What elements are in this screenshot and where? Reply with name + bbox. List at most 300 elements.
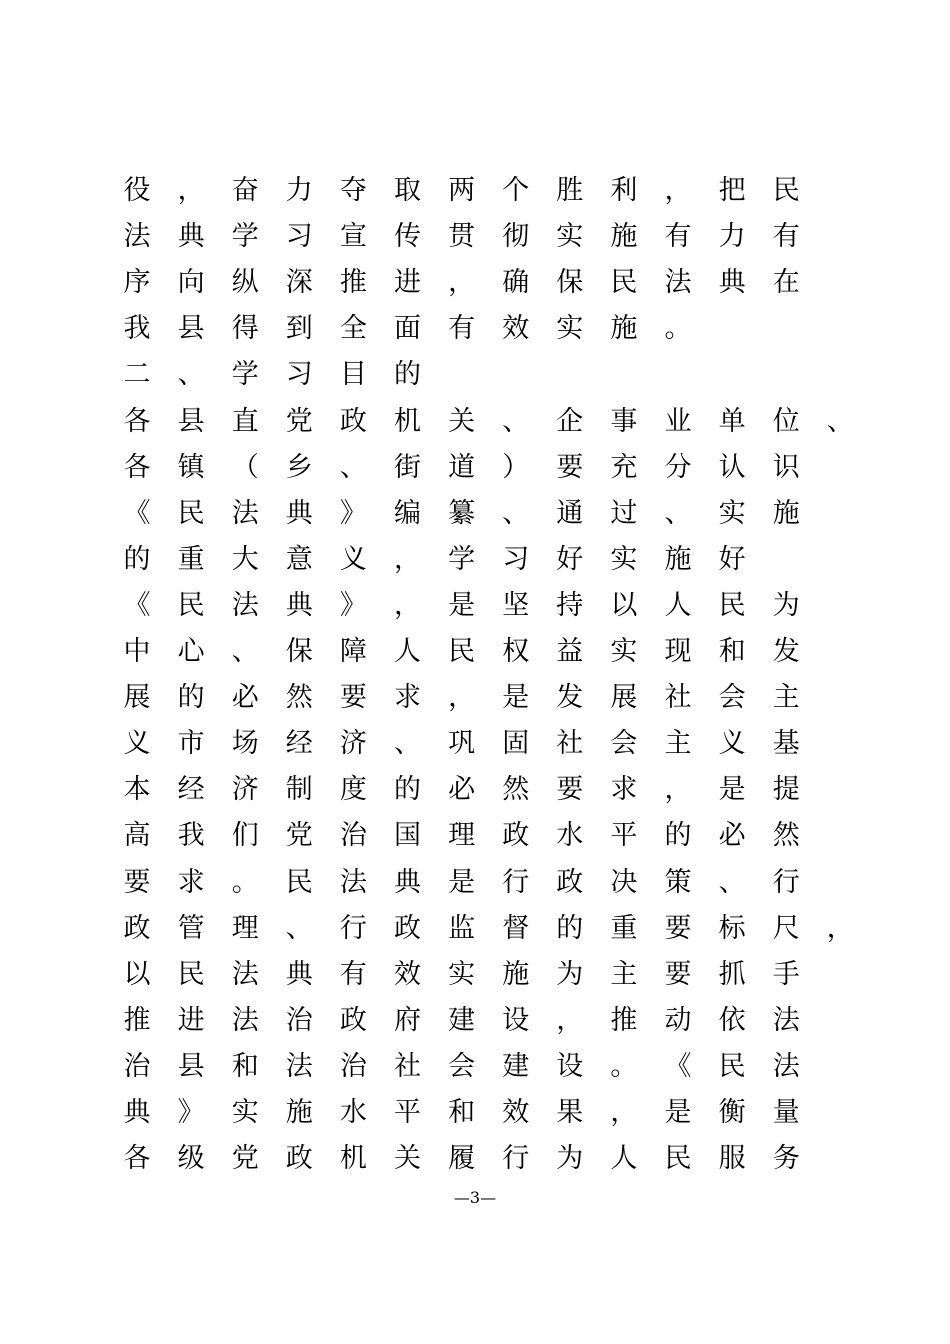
text-character: 全 <box>339 313 367 345</box>
text-line <box>0 583 950 629</box>
text-character: 要 <box>339 682 367 714</box>
text-character: 抓 <box>718 958 746 990</box>
text-character: 纵 <box>231 267 259 299</box>
text-character: 法 <box>231 589 259 621</box>
text-character: 然 <box>285 682 313 714</box>
text-character: 习 <box>285 221 313 253</box>
text-character: 施 <box>285 1097 313 1128</box>
text-line <box>0 306 950 352</box>
text-character: ， <box>448 267 476 299</box>
text-character: 动 <box>664 1004 692 1036</box>
text-character: 有 <box>772 221 800 253</box>
text-character: 企 <box>556 405 584 437</box>
text-character: 。 <box>231 866 259 898</box>
text-character: （ <box>231 451 259 483</box>
text-character: 水 <box>339 1097 367 1128</box>
text-character: 法 <box>231 1004 259 1036</box>
text-character: 实 <box>718 497 746 529</box>
text-character: 确 <box>502 267 530 299</box>
text-character: 和 <box>448 1097 476 1128</box>
text-character: 法 <box>339 866 367 898</box>
text-character: 胜 <box>556 175 584 206</box>
text-character: 政 <box>285 1143 313 1175</box>
text-line <box>0 399 950 445</box>
text-character: 然 <box>772 820 800 852</box>
text-character: ， <box>448 682 476 714</box>
text-character: 施 <box>772 497 800 529</box>
text-character: 力 <box>285 175 313 206</box>
text-character: 手 <box>772 958 800 990</box>
text-character: 民 <box>177 589 205 621</box>
text-character: 政 <box>123 912 151 944</box>
text-character: 是 <box>448 589 476 621</box>
text-character: 法 <box>772 1004 800 1036</box>
text-character: 。 <box>664 313 692 345</box>
text-character: 民 <box>448 636 476 667</box>
text-character: 政 <box>502 820 530 852</box>
text-character: 推 <box>123 1004 151 1036</box>
text-character: 机 <box>394 405 421 437</box>
text-character: 习 <box>502 543 530 575</box>
text-character: 有 <box>448 313 476 345</box>
text-character: 果 <box>556 1097 584 1128</box>
text-character: 个 <box>502 175 530 206</box>
text-character: 充 <box>610 451 638 483</box>
text-character: 求 <box>394 682 421 714</box>
text-character: 重 <box>177 543 205 575</box>
text-character: 典 <box>394 866 421 898</box>
text-character: 关 <box>394 1143 421 1175</box>
text-character: 和 <box>231 1050 259 1082</box>
text-character: 会 <box>718 682 746 714</box>
text-character: 法 <box>231 958 259 990</box>
text-character: 要 <box>556 451 584 483</box>
text-character: 》 <box>339 497 367 529</box>
text-character: 度 <box>339 774 367 806</box>
text-character: 平 <box>610 820 638 852</box>
text-character: 的 <box>123 543 151 575</box>
text-character: 《 <box>123 497 151 529</box>
text-character: 督 <box>502 912 530 944</box>
text-character: 为 <box>556 958 584 990</box>
text-character: 求 <box>177 866 205 898</box>
text-character: 展 <box>123 682 151 714</box>
text-character: 关 <box>448 405 476 437</box>
text-character: 级 <box>177 1143 205 1175</box>
text-character: 民 <box>772 175 800 206</box>
text-character: 要 <box>664 958 692 990</box>
text-character: 、 <box>339 451 367 483</box>
text-character: 监 <box>448 912 476 944</box>
text-character: 济 <box>231 774 259 806</box>
text-line <box>0 491 950 537</box>
text-character: 服 <box>718 1143 746 1175</box>
text-character: 县 <box>177 1050 205 1082</box>
text-character: 主 <box>610 958 638 990</box>
text-character: 济 <box>339 728 367 760</box>
text-character: 实 <box>610 636 638 667</box>
text-line <box>0 721 950 767</box>
text-character: 为 <box>772 589 800 621</box>
text-character: 、 <box>231 636 259 667</box>
text-character: 施 <box>610 221 638 253</box>
text-character: 量 <box>772 1097 800 1128</box>
text-character: 民 <box>718 1050 746 1082</box>
text-character: 党 <box>285 820 313 852</box>
text-character: ） <box>502 451 530 483</box>
text-character: 、 <box>826 405 854 437</box>
text-character: 理 <box>231 912 259 944</box>
text-character: 认 <box>718 451 746 483</box>
text-character: 力 <box>718 221 746 253</box>
text-character: 要 <box>556 774 584 806</box>
text-character: 学 <box>231 359 259 391</box>
text-character: 过 <box>610 497 638 529</box>
text-character: 管 <box>177 912 205 944</box>
text-character: 效 <box>502 1097 530 1128</box>
text-character: 乡 <box>285 451 313 483</box>
text-character: 典 <box>285 497 313 529</box>
text-character: 纂 <box>448 497 476 529</box>
text-character: 心 <box>177 636 205 667</box>
text-character: 主 <box>772 682 800 714</box>
text-character: 民 <box>664 1143 692 1175</box>
text-character: 法 <box>772 1050 800 1082</box>
text-character: 市 <box>177 728 205 760</box>
text-character: 单 <box>718 405 746 437</box>
text-character: 把 <box>718 175 746 206</box>
text-character: 在 <box>772 267 800 299</box>
text-character: 深 <box>285 267 313 299</box>
text-character: 施 <box>610 313 638 345</box>
text-character: 宣 <box>339 221 367 253</box>
text-character: 法 <box>285 1050 313 1082</box>
text-character: 场 <box>231 728 259 760</box>
text-character: 效 <box>394 958 421 990</box>
page-number: —3— <box>453 1188 497 1207</box>
text-character: 施 <box>502 958 530 990</box>
text-character: 、 <box>718 866 746 898</box>
text-character: 的 <box>394 359 421 391</box>
text-character: 设 <box>556 1050 584 1082</box>
text-character: 们 <box>231 820 259 852</box>
text-character: 人 <box>664 589 692 621</box>
text-character: 本 <box>123 774 151 806</box>
text-character: 展 <box>610 682 638 714</box>
text-character: 保 <box>556 267 584 299</box>
text-character: 民 <box>177 497 205 529</box>
text-character: 道 <box>448 451 476 483</box>
text-character: 向 <box>177 267 205 299</box>
text-character: 行 <box>339 912 367 944</box>
text-character: 典 <box>177 221 205 253</box>
text-character: 夺 <box>339 175 367 206</box>
text-character: 好 <box>556 543 584 575</box>
text-character: 典 <box>718 267 746 299</box>
text-character: 识 <box>772 451 800 483</box>
text-character: 贯 <box>448 221 476 253</box>
text-character: 理 <box>448 820 476 852</box>
text-character: 重 <box>610 912 638 944</box>
text-character: 固 <box>502 728 530 760</box>
text-character: 效 <box>502 313 530 345</box>
text-character: 、 <box>177 359 205 391</box>
text-line <box>0 260 950 306</box>
text-character: 以 <box>610 589 638 621</box>
text-character: 利 <box>610 175 638 206</box>
text-line <box>0 537 950 583</box>
text-character: 民 <box>177 958 205 990</box>
text-character: 面 <box>394 313 421 345</box>
text-character: 学 <box>448 543 476 575</box>
text-character: 履 <box>448 1143 476 1175</box>
text-character: 行 <box>502 866 530 898</box>
text-character: 法 <box>123 221 151 253</box>
text-character: 义 <box>339 543 367 575</box>
text-character: ， <box>610 1097 638 1128</box>
text-character: ， <box>394 589 421 621</box>
text-character: 政 <box>339 405 367 437</box>
text-character: 民 <box>718 589 746 621</box>
text-character: 得 <box>231 313 259 345</box>
text-character: 、 <box>502 497 530 529</box>
text-character: 实 <box>448 958 476 990</box>
text-character: 标 <box>718 912 746 944</box>
text-character: 民 <box>610 267 638 299</box>
text-line <box>0 675 950 721</box>
text-character: 传 <box>394 221 421 253</box>
text-character: 经 <box>177 774 205 806</box>
text-character: 进 <box>394 267 421 299</box>
text-line <box>0 813 950 859</box>
text-character: 会 <box>610 728 638 760</box>
text-character: 平 <box>394 1097 421 1128</box>
text-character: 权 <box>502 636 530 667</box>
text-character: 尺 <box>772 912 800 944</box>
text-line <box>0 1136 950 1182</box>
text-character: 治 <box>339 1050 367 1082</box>
text-line <box>0 767 950 813</box>
text-line <box>0 998 950 1044</box>
text-character: 《 <box>664 1050 692 1082</box>
text-character: 是 <box>664 1097 692 1128</box>
text-character: 是 <box>448 866 476 898</box>
text-character: 建 <box>448 1004 476 1036</box>
text-character: ， <box>177 175 205 206</box>
text-character: 实 <box>556 313 584 345</box>
text-character: 保 <box>285 636 313 667</box>
text-character: 役 <box>123 175 151 206</box>
text-character: 决 <box>610 866 638 898</box>
text-line <box>0 352 950 398</box>
text-character: 推 <box>610 1004 638 1036</box>
text-character: 意 <box>285 543 313 575</box>
text-character: 两 <box>448 175 476 206</box>
text-character: ， <box>826 912 854 944</box>
text-character: 好 <box>718 543 746 575</box>
text-character: 法 <box>664 267 692 299</box>
text-character: 、 <box>664 497 692 529</box>
text-character: 民 <box>285 866 313 898</box>
text-character: 社 <box>394 1050 421 1082</box>
text-character: 是 <box>718 774 746 806</box>
text-character: 镇 <box>177 451 205 483</box>
text-character: 人 <box>610 1143 638 1175</box>
text-character: 、 <box>394 728 421 760</box>
text-character: 依 <box>718 1004 746 1036</box>
text-character: 二 <box>123 359 151 391</box>
text-character: 为 <box>556 1143 584 1175</box>
text-line <box>0 214 950 260</box>
text-character: 各 <box>123 451 151 483</box>
text-character: ， <box>664 175 692 206</box>
text-character: 和 <box>718 636 746 667</box>
text-line <box>0 168 950 214</box>
text-character: 位 <box>772 405 800 437</box>
text-character: 国 <box>394 820 421 852</box>
text-character: 持 <box>556 589 584 621</box>
text-character: 然 <box>502 774 530 806</box>
text-character: 益 <box>556 636 584 667</box>
text-character: 取 <box>394 175 421 206</box>
text-character: ， <box>664 774 692 806</box>
text-character: 中 <box>123 636 151 667</box>
text-character: ， <box>394 543 421 575</box>
text-character: 县 <box>177 313 205 345</box>
text-character: 坚 <box>502 589 530 621</box>
text-character: 通 <box>556 497 584 529</box>
text-character: 主 <box>664 728 692 760</box>
text-character: 发 <box>556 682 584 714</box>
text-character: 社 <box>664 682 692 714</box>
text-character: 直 <box>231 405 259 437</box>
text-character: 建 <box>502 1050 530 1082</box>
text-character: 业 <box>664 405 692 437</box>
text-character: 习 <box>285 359 313 391</box>
text-character: 行 <box>772 866 800 898</box>
text-character: 治 <box>339 820 367 852</box>
text-character: 行 <box>502 1143 530 1175</box>
text-character: 以 <box>123 958 151 990</box>
text-character: 政 <box>339 1004 367 1036</box>
text-character: 是 <box>502 682 530 714</box>
text-character: 必 <box>448 774 476 806</box>
text-character: 巩 <box>448 728 476 760</box>
text-character: 推 <box>339 267 367 299</box>
text-character: 必 <box>718 820 746 852</box>
text-character: 社 <box>556 728 584 760</box>
text-character: 会 <box>448 1050 476 1082</box>
text-line <box>0 1090 950 1136</box>
text-character: 《 <box>123 589 151 621</box>
text-character: 策 <box>664 866 692 898</box>
text-character: 经 <box>285 728 313 760</box>
text-character: 政 <box>394 912 421 944</box>
text-character: ， <box>556 1004 584 1036</box>
text-character: 必 <box>231 682 259 714</box>
text-character: 治 <box>123 1050 151 1082</box>
text-character: 实 <box>610 543 638 575</box>
text-character: 实 <box>556 221 584 253</box>
text-character: 政 <box>556 866 584 898</box>
text-character: 水 <box>556 820 584 852</box>
text-character: 典 <box>285 589 313 621</box>
text-character: 各 <box>123 405 151 437</box>
text-character: 发 <box>772 636 800 667</box>
text-character: 义 <box>123 728 151 760</box>
text-character: 设 <box>502 1004 530 1036</box>
text-character: 、 <box>285 912 313 944</box>
text-character: 义 <box>718 728 746 760</box>
text-character: 衡 <box>718 1097 746 1128</box>
text-character: 我 <box>123 313 151 345</box>
text-line <box>0 1044 950 1090</box>
text-character: 的 <box>177 682 205 714</box>
text-character: 大 <box>231 543 259 575</box>
text-character: 奋 <box>231 175 259 206</box>
text-character: 到 <box>285 313 313 345</box>
text-character: 编 <box>394 497 421 529</box>
text-character: 提 <box>772 774 800 806</box>
text-character: 的 <box>556 912 584 944</box>
text-character: 彻 <box>502 221 530 253</box>
text-line <box>0 860 950 906</box>
text-character: 、 <box>502 405 530 437</box>
text-character: 人 <box>394 636 421 667</box>
text-character: 有 <box>339 958 367 990</box>
text-character: 要 <box>123 866 151 898</box>
text-character: 各 <box>123 1143 151 1175</box>
text-character: 府 <box>394 1004 421 1036</box>
text-character: 分 <box>664 451 692 483</box>
text-character: 我 <box>177 820 205 852</box>
text-character: 县 <box>177 405 205 437</box>
text-character: 的 <box>664 820 692 852</box>
text-character: 现 <box>664 636 692 667</box>
text-line <box>0 952 950 998</box>
text-character: 。 <box>610 1050 638 1082</box>
text-character: 求 <box>610 774 638 806</box>
text-character: 目 <box>339 359 367 391</box>
text-character: 》 <box>177 1097 205 1128</box>
text-character: 》 <box>339 589 367 621</box>
text-character: 制 <box>285 774 313 806</box>
text-character: 进 <box>177 1004 205 1036</box>
text-character: 有 <box>664 221 692 253</box>
text-line <box>0 629 950 675</box>
text-character: 障 <box>339 636 367 667</box>
text-character: 治 <box>285 1004 313 1036</box>
text-character: 法 <box>231 497 259 529</box>
text-character: 典 <box>285 958 313 990</box>
text-line <box>0 445 950 491</box>
text-character: 施 <box>664 543 692 575</box>
text-character: 的 <box>394 774 421 806</box>
text-character: 要 <box>664 912 692 944</box>
text-line <box>0 906 950 952</box>
text-character: 基 <box>772 728 800 760</box>
text-character: 党 <box>285 405 313 437</box>
text-character: 序 <box>123 267 151 299</box>
text-character: 街 <box>394 451 421 483</box>
text-character: 高 <box>123 820 151 852</box>
text-character: 典 <box>123 1097 151 1128</box>
text-character: 务 <box>772 1143 800 1175</box>
text-character: 实 <box>231 1097 259 1128</box>
text-character: 机 <box>339 1143 367 1175</box>
text-character: 党 <box>231 1143 259 1175</box>
text-character: 事 <box>610 405 638 437</box>
